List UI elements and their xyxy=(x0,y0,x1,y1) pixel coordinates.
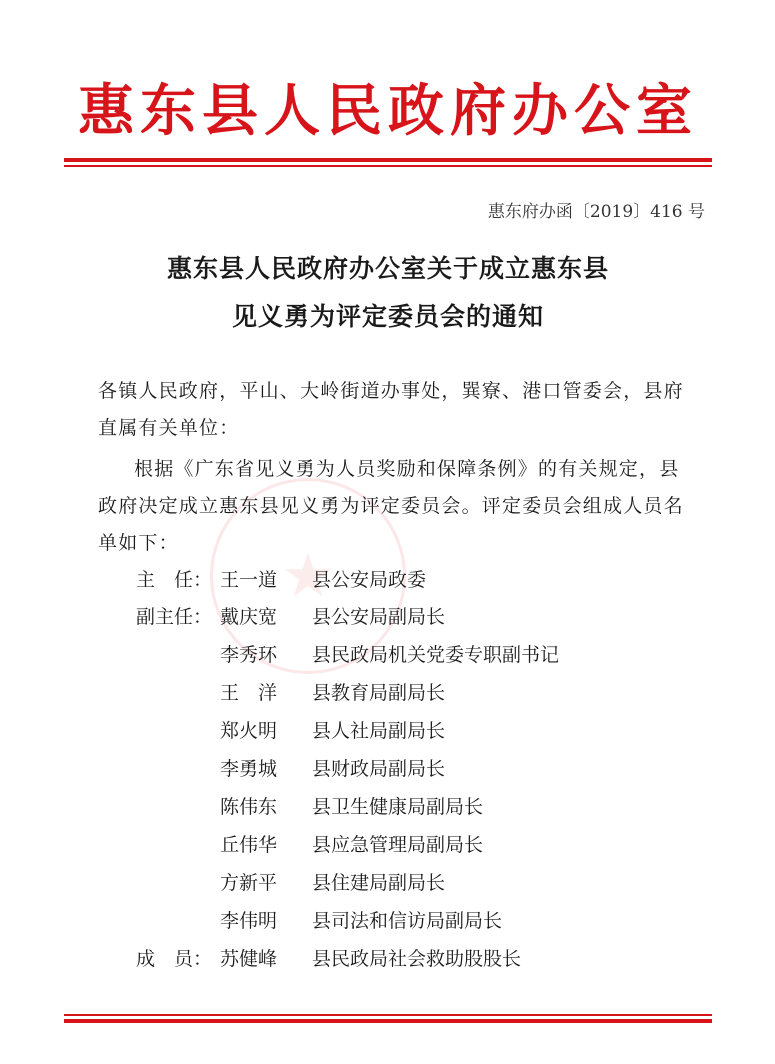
masthead-title: 惠东县人民政府办公室 xyxy=(78,78,698,144)
member-position: 县司法和信访局副局长 xyxy=(312,910,503,932)
member-role: 主 任： xyxy=(136,569,213,591)
member-name: 王 洋 xyxy=(220,682,278,704)
member-position: 县卫生健康局副局长 xyxy=(312,796,484,818)
member-name: 李秀环 xyxy=(220,644,278,666)
paragraph-line-1: 根据《广东省见义勇为人员奖励和保障条例》的有关规定，县 xyxy=(134,458,680,480)
member-position: 县教育局副局长 xyxy=(312,682,446,704)
document-title-line-1: 惠东县人民政府办公室关于成立惠东县 xyxy=(166,254,609,283)
member-name: 李勇城 xyxy=(220,758,278,780)
member-position: 县应急管理局副局长 xyxy=(312,834,484,856)
member-name: 方新平 xyxy=(220,872,278,894)
paragraph-line-2: 政府决定成立惠东县见义勇为评定委员会。评定委员会组成人员名 xyxy=(98,495,684,517)
member-role: 副主任： xyxy=(136,606,213,628)
member-name: 王一道 xyxy=(220,569,278,591)
masthead-rule-thick xyxy=(64,158,712,162)
member-name: 陈伟东 xyxy=(220,796,278,818)
document-number: 惠东府办函〔2019〕416 号 xyxy=(487,202,705,222)
member-name: 郑火明 xyxy=(220,720,278,742)
addressee-line-2: 直属有关单位： xyxy=(98,417,240,439)
member-position: 县住建局副局长 xyxy=(312,872,446,894)
member-position: 县民政局机关党委专职副书记 xyxy=(312,644,560,666)
member-name: 戴庆宽 xyxy=(220,606,278,628)
member-position: 县财政局副局长 xyxy=(312,758,446,780)
member-role: 成 员： xyxy=(136,948,213,970)
member-position: 县公安局政委 xyxy=(312,569,427,591)
member-position: 县人社局副局长 xyxy=(312,720,446,742)
document-title-line-2: 见义勇为评定委员会的通知 xyxy=(231,302,544,331)
member-name: 李伟明 xyxy=(220,910,278,932)
footer-rule-thin xyxy=(64,1014,712,1016)
paragraph-line-3: 单如下： xyxy=(98,532,179,554)
addressee-line-1: 各镇人民政府，平山、大岭街道办事处，巽寮、港口管委会，县府 xyxy=(98,380,684,402)
member-name: 丘伟华 xyxy=(220,834,278,856)
footer-rule-thick xyxy=(64,1019,712,1023)
member-position: 县公安局副局长 xyxy=(312,606,446,628)
member-name: 苏健峰 xyxy=(220,948,278,970)
member-position: 县民政局社会救助股股长 xyxy=(312,948,522,970)
seal-star-icon: ★ xyxy=(281,541,335,611)
masthead-rule-thin xyxy=(64,165,712,167)
